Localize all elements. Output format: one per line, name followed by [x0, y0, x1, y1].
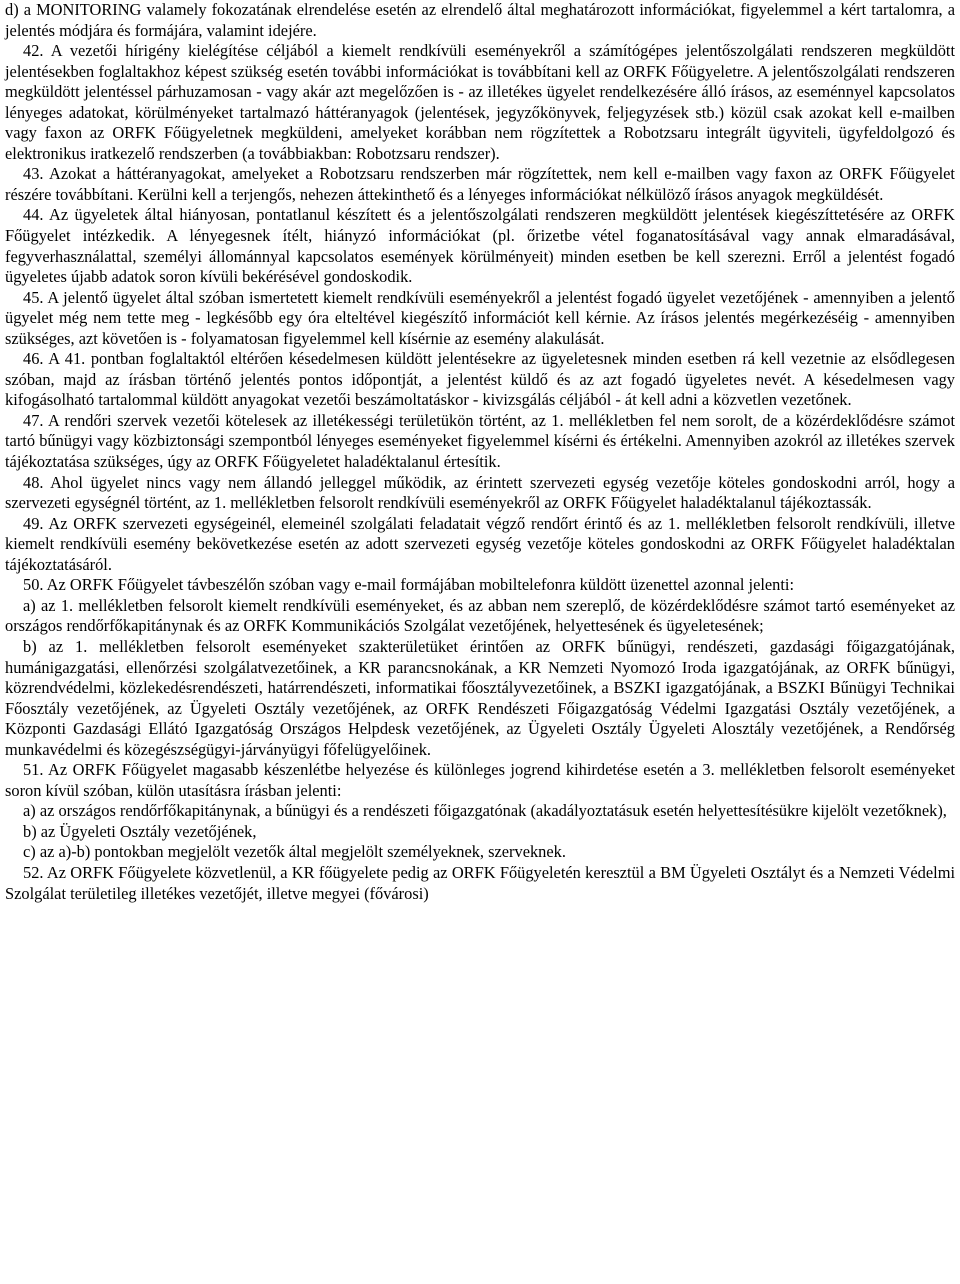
- paragraph-d-monitoring: d) a MONITORING valamely fokozatának elrendelése esetén az elrendelő által meghatározott információkat, figyelemmel a kért tartalomra, a jelentés módjára és formájára, valamint idejére.: [5, 0, 955, 40]
- paragraph-43: 43. Azokat a háttéranyagokat, amelyeket a Robotzsaru rendszerben már rögzítettek, nem kell e-mailben vagy faxon az ORFK Főügyelet részére továbbítani. Kerülni kell a terjengős, nehezen áttekinthető és a lényeges információkat nélkülöző írásos anyagok megküldését.: [5, 164, 955, 204]
- paragraph-42: 42. A vezetői hírigény kielégítése céljából a kiemelt rendkívüli eseményekről a számítógépes jelentőszolgálati rendszeren megküldött jelentésekben foglaltakhoz képest szükség esetén további információkat is továbbítani kell az ORFK Főügyeletre. A jelentőszolgálati rendszeren megküldött jelentéssel párhuzamosan - vagy akár azt megelőzően is - az illetékes ügyelet rendelkezésére álló írásos, az eseménnyel kapcsolatos lényeges adatokat, körülményeket tartalmazó háttéranyagok (jelentések, jegyzőkönyvek, feljegyzések stb.) közül csak azokat kell e-mailben vagy faxon az ORFK Főügyeletnek megküldeni, amelyeket korábban nem rögzítettek a Robotzsaru integrált ügyviteli, ügyfeldolgozó és elektronikus iratkezelő rendszerben (a továbbiakban: Robotzsaru rendszer).: [5, 41, 955, 163]
- paragraph-47: 47. A rendőri szervek vezetői kötelesek az illetékességi területükön történt, az 1. mellékletben fel nem sorolt, de a közérdeklődésre számot tartó bűnügyi vagy közbiztonsági szempontból lényeges eseményeket figyelemmel kísérni és értékelni. Amennyiben azokról az illetékes szervek tájékoztatása szükséges, úgy az ORFK Főügyeletet haladéktalanul értesítik.: [5, 410, 955, 472]
- paragraph-51-c: c) az a)-b) pontokban megjelölt vezetők által megjelölt személyeknek, szerveknek.: [23, 842, 566, 862]
- paragraph-50-a: a) az 1. mellékletben felsorolt kiemelt rendkívüli eseményeket, és az abban nem szereplő, de közérdeklődésre számot tartó eseményeket az országos rendőrfőkapitánynak és az ORFK Kommunikációs Szolgálat vezetőjének, helyettesének és ügyeletesének;: [5, 595, 955, 636]
- paragraph-49: 49. Az ORFK szervezeti egységeinél, elemeinél szolgálati feladatait végző rendőrt érintő és az 1. mellékletben felsorolt rendkívüli, illetve kiemelt rendkívüli esemény bekövetkezése esetén az adott szervezeti egység vezetője köteles gondoskodni az ORFK Főügyelet haladéktalan tájékoztatásáról.: [5, 513, 955, 574]
- paragraph-45: 45. A jelentő ügyelet által szóban ismertetett kiemelt rendkívüli eseményekről a jelentést fogadó ügyelet vezetőjének - amennyiben a jelentő ügyelet még nem tette meg - legkésőbb egy óra elteltével kiegészítő információt kell kérnie. Az írásos jelentés megérkezéséig - amennyiben szükséges, azt követően is - folyamatosan figyelemmel kell kísérnie az esemény alakulását.: [5, 287, 955, 348]
- paragraph-44: 44. Az ügyeletek által hiányosan, pontatlanul készített és a jelentőszolgálati rendszeren megküldött jelentések kiegészíttetésére az ORFK Főügyelet intézkedik. A lényegesnek ítélt, hiányzó információkat (pl. őrizetbe vétel foganatosításával vagy annak elmaradásával, fegyverhasználattal, személyi állománnyal kapcsolatos események körülményeit) minden esetben be kell szerezni. Erről a jelentést fogadó ügyeletes újabb adatok soron kívüli bekérésével gondoskodik.: [5, 205, 955, 287]
- paragraph-52: 52. Az ORFK Főügyelete közvetlenül, a KR főügyelete pedig az ORFK Főügyeletén keresztül a BM Ügyeleti Osztályt és a Nemzeti Védelmi Szolgálat területileg illetékes vezetőjét, illetve megyei (fővárosi): [5, 862, 955, 903]
- paragraph-50-b: b) az 1. mellékletben felsorolt eseményeket szakterületüket érintően az ORFK bűnügyi, rendészeti, gazdasági főigazgatójának, humánigazgatási, ellenőrzési szolgálatvezetőinek, a KR parancsnokának, a KR Nemzeti Nyomozó Iroda igazgatójának, az ORFK bűnügyi, közrendvédelmi, közlekedésrendészeti, határrendészeti, informatikai főosztályvezetőinek, a BSZKI igazgatójának, a BSZKI Bűnügyi Technikai Főosztály vezetőjének, az Ügyeleti Osztály vezetőjének, az ORFK Rendészeti Főigazgatóság Védelmi Igazgatási Osztály vezetőjének, a Központi Gazdasági Ellátó Igazgatóság Országos Helpdesk vezetőjének, az Ügyeleti Osztály Ügyeleti Alosztály vezetőjének, a Rendőrség munkavédelmi és közegészségügyi-járványügyi főfelügyelőinek.: [5, 636, 955, 759]
- paragraph-46: 46. A 41. pontban foglaltaktól eltérően késedelmesen küldött jelentésekre az ügyeletesnek minden esetben rá kell vezetnie az elsődlegesen szóban, majd az írásban történő jelentés pontos időpontját, a jelentést küldő és az azt fogadó ügyeletes nevét. A késedelmesen vagy kifogásolható tartalommal küldött anyagokat vezetői beszámoltatáskor - kivizsgálás céljából - át kell adni a közvetlen vezetőnek.: [5, 349, 955, 410]
- paragraph-51-a: a) az országos rendőrfőkapitánynak, a bűnügyi és a rendészeti főigazgatónak (akadályoztatásuk esetén helyettesítésükre kijelölt vezetőknek),: [23, 801, 947, 821]
- paragraph-48: 48. Ahol ügyelet nincs vagy nem állandó jelleggel működik, az érintett szervezeti egység vezetője köteles gondoskodni arról, hogy a szervezeti egységnél történt, az 1. mellékletben felsorolt rendkívüli eseményekről az ORFK Főügyelet haladéktalanul tájékoztassák.: [5, 472, 955, 513]
- paragraph-51-b: b) az Ügyeleti Osztály vezetőjének,: [23, 821, 257, 841]
- paragraph-51: 51. Az ORFK Főügyelet magasabb készenlétbe helyezése és különleges jogrend kihirdetése esetén a 3. mellékletben felsorolt eseményeket soron kívül szóban, külön utasításra írásban jelenti:: [5, 760, 955, 800]
- paragraph-50: 50. Az ORFK Főügyelet távbeszélőn szóban vagy e-mail formájában mobiltelefonra küldött üzenettel azonnal jelenti:: [23, 575, 795, 595]
- document-page: [5, 0, 955, 904]
